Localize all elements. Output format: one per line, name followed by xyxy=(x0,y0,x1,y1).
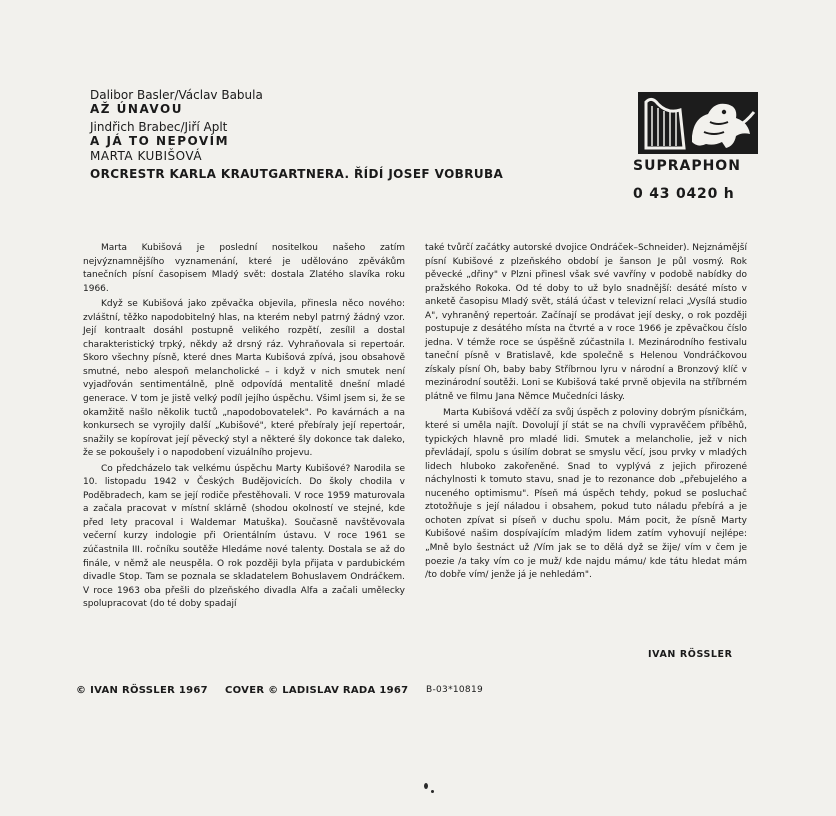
cover-copyright: COVER © LADISLAV RADA 1967 xyxy=(225,685,409,696)
orchestra-credit: ORCRESTR KARLA KRAUTGARTNERA. ŘÍDÍ JOSEF VOBRUBA xyxy=(90,167,504,181)
brand-name: SUPRAPHON xyxy=(633,158,741,174)
artist-name: MARTA KUBIŠOVÁ xyxy=(90,149,203,163)
author-signature: IVAN RÖSSLER xyxy=(648,649,733,660)
liner-notes-right-column xyxy=(425,242,747,585)
paragraph: Marta Kubišová je poslední nositelkou našeho zatím nejvýznamnějšího vyznamenání, které je udělováno zpěvákům tanečních písní časopisem Mladý svět: dostala Zlatého slavíka roku 1966. xyxy=(83,243,405,294)
print-code: B-03*10819 xyxy=(426,685,484,695)
print-speck xyxy=(424,783,428,789)
record-header xyxy=(90,88,530,183)
text-copyright: © IVAN RÖSSLER 1967 xyxy=(76,685,208,696)
paragraph: Co předcházelo tak velkému úspěchu Marty Kubišové? Narodila se 10. listopadu 1942 v Českých Budějovicích. Do školy chodila v Poděbradech, kam se její rodiče přestěhovali. V roce 1959 maturovala a začala pracovat v místní sklárně (shodou okolností ve stejné, kde před lety pracoval i Waldemar Matuška). Současně navštěvovala večerní kurzy indologie při Orientálním ústavu. V roce 1961 se zúčastnila III. ročníku soutěže Hledáme nové talenty. Dostala se až do finále, v němž ale neuspěla. O rok později byla přijata v pardubickém divadle Stop. Tam se poznala se skladatelem Bohuslavem Ondráčkem. V roce 1963 oba přešli do plzeňského divadla Alfa a začali umělecky spolupracovat (do té doby spadají xyxy=(83,463,405,610)
catalog-number: 0 43 0420 h xyxy=(633,186,735,202)
paragraph: Když se Kubišová jako zpěvačka objevila, přinesla něco nového: zvláštní, těžko napodobitelný hlas, na kterém nebyl patrný žádný vzor. Její kontraalt dosáhl postupně velikého rozpětí, zesílil a dostal charakteristický trpký, někdy až drsný ráz. Vyhraňovala si repertoár. Skoro všechny písně, které dnes Marta Kubišová zpívá, jsou obsahově smutné, nebo alespoň melancholické – i když v nich smutek není vyjadřován sentimentálně, plně odpovídá mentalitě dnešní mladé generace. V tom je jistě velký podíl jejího úspěchu. Všiml jsem si, že se okamžitě našlo několik tuctů „napodobovatelek". Po kavárnách a na konkursech se vyrojily další „Kubišové", které přebíraly její repertoár, snažily se kopírovat její pěvecký styl a některé šly dokonce tak daleko, že se pokoušely i o napodobení vizuálního projevu. xyxy=(83,299,405,459)
composer-credit-2: Jindřich Brabec/Jiří Aplt xyxy=(90,120,228,134)
liner-notes-left-column xyxy=(83,242,405,614)
song-title-2: A JÁ TO NEPOVÍM xyxy=(90,134,230,148)
paragraph: Marta Kubišová vděčí za svůj úspěch z poloviny dobrým písničkám, které si uměla najít. Dovolují jí stát se na chvíli vypravěčem příběhů, typických hlavně pro mladé lidi. Smutek a melancholie, jež v nich převládají, spolu s úsilím dobrat se smyslu věcí, jsou prvky v mladých lidech hluboko zakořeněné. Snad to vyplývá z jejich přirozené náchylnosti k tomuto stavu, snad je to rezonance dob „přebujelého a nuceného optimismu". Píseň má úspěch tehdy, pokud se posluchač ztotožňuje s její náladou i obsahem, pokud tuto náladu přebírá a je ochoten zpívat si píseň v duchu spolu. Mám pocit, že písně Marty Kubišové našim dospívajícím mladým lidem zatím vyhovují nejlépe: „Mně bylo šestnáct už /Vím jak se to dělá dyž se žije/ vím v čem je poezie /a taky vím co je muž/ kde najdu mámu/ kde tátu hledat mám /to dobře vím/ jenže já je nehledám". xyxy=(425,407,747,581)
song-title-1: AŽ ÚNAVOU xyxy=(90,102,183,116)
lion-harp-logo-icon xyxy=(638,92,758,154)
print-speck xyxy=(431,790,434,793)
composer-credit-1: Dalibor Basler/Václav Babula xyxy=(90,88,263,102)
paragraph: také tvůrčí začátky autorské dvojice Ondráček–Schneider). Nejznámější písní Kubišové z plzeňského období je šanson Je půl vosmý. Rok pěvecké „dřiny" v Plzni přinesl však své vavříny v podobě nabídky do pražského Rokoka. Od té doby to už bylo snadnější: desáté místo v anketě časopisu Mladý svět, stálá účast v televizní relaci „Vysílá studio A", vyhraněný repertoár. Začínají se prodávat její desky, o rok později postupuje z desátého místa na čtvrté a v roce 1966 je zpěvačkou číslo jedna. V témže roce se úspěšně zúčastnila I. Mezinárodního festivalu taneční písně v Bratislavě, kde společně s Helenou Vondráčkovou získaly písní Oh, baby baby Stříbrnou lyru v národní a Bronzový klíč v mezinárodní soutěži. Loni se Kubišová také prvně objevila na stříbrném plátně ve filmu Jana Němce Mučedníci lásky. xyxy=(425,243,747,403)
